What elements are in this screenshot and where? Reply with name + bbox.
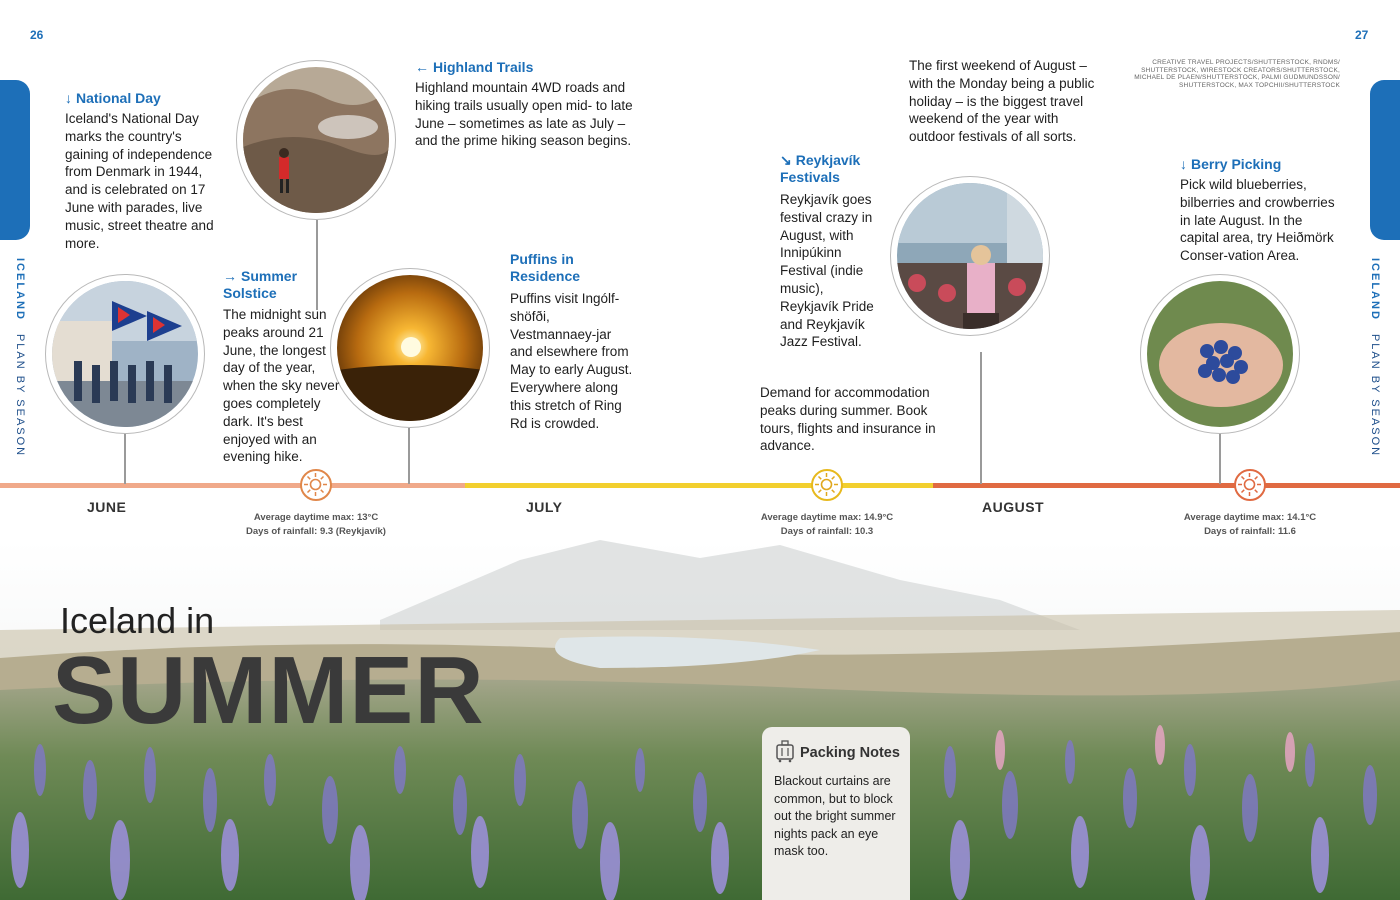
month-label-august: AUGUST — [982, 499, 1045, 515]
arrow-down-icon: ↓ — [65, 90, 72, 106]
entry-heading: ↓ National Day — [65, 90, 161, 106]
arrow-down-icon: ↓ — [1180, 156, 1187, 172]
packing-notes-box — [762, 727, 910, 900]
side-label-right — [1369, 258, 1381, 457]
entry-body: Pick wild blueberries, bilberries and crowberries in late August. In the capital area, try Heiðmörk Conser-vation Area. — [1180, 177, 1335, 264]
section-tab-left — [0, 80, 30, 240]
photo-reykjavik-festival — [890, 176, 1050, 336]
entry-heading: ↘ Reykjavík Festivals — [780, 152, 861, 185]
page-title-small: Iceland in — [60, 600, 215, 641]
weather-august — [1160, 511, 1340, 539]
entry-heading: ← Highland Trails — [415, 59, 534, 75]
avg-max-temp: Average daytime max: 13°C — [253, 512, 379, 523]
page-number-right: 27 — [1355, 28, 1369, 42]
entry-heading: → Summer Solstice — [223, 268, 298, 301]
packing-notes-heading: Packing Notes — [774, 739, 900, 767]
entry-body: Puffins visit Ingólf-shöfði, Vestmannaey-jar and elsewhere from May to early August. Everywhere along this stretch of Ring Rd is crowded. — [510, 291, 633, 431]
entry-heading: Puffins in Residence — [510, 251, 581, 284]
entry-summer-solstice — [223, 268, 341, 466]
avg-max-temp: Average daytime max: 14.1°C — [1183, 512, 1317, 523]
arrow-down-right-icon: ↘ — [780, 152, 792, 168]
entry-body: The midnight sun peaks around 21 June, the longest day of the year, when the sky never goes completely dark. It's best enjoyed with an evening hike. — [223, 307, 340, 465]
entry-body: The first weekend of August – with the Monday being a public holiday – is the biggest travel weekend of the year with outdoor festivals of all sorts. — [909, 58, 1095, 145]
entry-body: Demand for accommodation peaks during summer. Book tours, flights and insurance in advance. — [760, 385, 936, 454]
sun-icon — [1234, 469, 1266, 501]
side-label-left — [14, 258, 26, 457]
photo-midnight-sun — [330, 268, 490, 428]
luggage-icon — [774, 739, 796, 767]
side-label-strong: ICELAND — [14, 258, 26, 321]
photo-highland-trails — [236, 60, 396, 220]
month-label-june: JUNE — [87, 499, 127, 515]
entry-body: Iceland's National Day marks the country's gaining of independence from Denmark in 1944, and is celebrated on 17 June with parades, live music, street theatre and more. — [65, 111, 214, 251]
timeline-august — [933, 483, 1400, 488]
rainfall-days: Days of rainfall: 10.3 — [780, 526, 874, 537]
stem-national-day — [124, 432, 126, 484]
timeline-july — [465, 483, 933, 488]
photo-credits: CREATIVE TRAVEL PROJECTS/SHUTTERSTOCK, RNDMS/ SHUTTERSTOCK, WIRESTOCK CREATORS/SHUTTERSTOCK, MICHAEL DE PLAEN/SHUTTERSTOCK, PALMI GUDMUNDSSON/ SHUTTERSTOCK, MAX TOPCHII/SHUTTERSTOCK — [1134, 59, 1340, 89]
entry-berry-picking — [1180, 156, 1342, 265]
entry-highland-trails — [415, 59, 643, 150]
month-label-july: JULY — [526, 499, 563, 515]
entry-puffins — [510, 251, 636, 432]
sun-icon — [811, 469, 843, 501]
photo-national-day-parade — [45, 274, 205, 434]
page-number-left: 26 — [30, 28, 44, 42]
stem-reykjavik-festivals — [980, 352, 982, 484]
stem-berry-picking — [1219, 432, 1221, 484]
rainfall-days: Days of rainfall: 9.3 (Reykjavík) — [246, 526, 386, 537]
page-title-big: SUMMER — [52, 637, 485, 744]
weather-june — [226, 511, 406, 539]
stem-summer-solstice — [408, 428, 410, 484]
arrow-right-icon: → — [223, 268, 237, 284]
photo-blueberries — [1140, 274, 1300, 434]
entry-accommodation — [760, 384, 940, 455]
side-label-text: PLAN BY SEASON — [1369, 333, 1381, 458]
arrow-left-icon: ← — [415, 59, 429, 75]
section-tab-right — [1370, 80, 1400, 240]
entry-national-day — [65, 90, 225, 252]
side-label-text: PLAN BY SEASON — [14, 333, 26, 458]
avg-max-temp: Average daytime max: 14.9°C — [760, 512, 894, 523]
entry-heading: ↓ Berry Picking — [1180, 156, 1282, 172]
packing-notes-body: Blackout curtains are common, but to block out the bright summer nights pack an eye mask too. — [774, 774, 896, 859]
timeline-june — [0, 483, 465, 488]
entry-body: Highland mountain 4WD roads and hiking trails usually open mid- to late June – sometimes as late as July – and the prime hiking season begins. — [415, 80, 633, 149]
weather-july — [737, 511, 917, 539]
sun-icon — [300, 469, 332, 501]
side-label-strong: ICELAND — [1369, 258, 1381, 321]
rainfall-days: Days of rainfall: 11.6 — [1204, 526, 1296, 537]
entry-body: Reykjavík goes festival crazy in August, with Innipúkinn Festival (indie music), Reykjavík Pride and Reykjavík Jazz Festival. — [780, 192, 874, 350]
entry-reykjavik-festivals — [780, 152, 880, 351]
entry-first-weekend — [909, 57, 1101, 146]
